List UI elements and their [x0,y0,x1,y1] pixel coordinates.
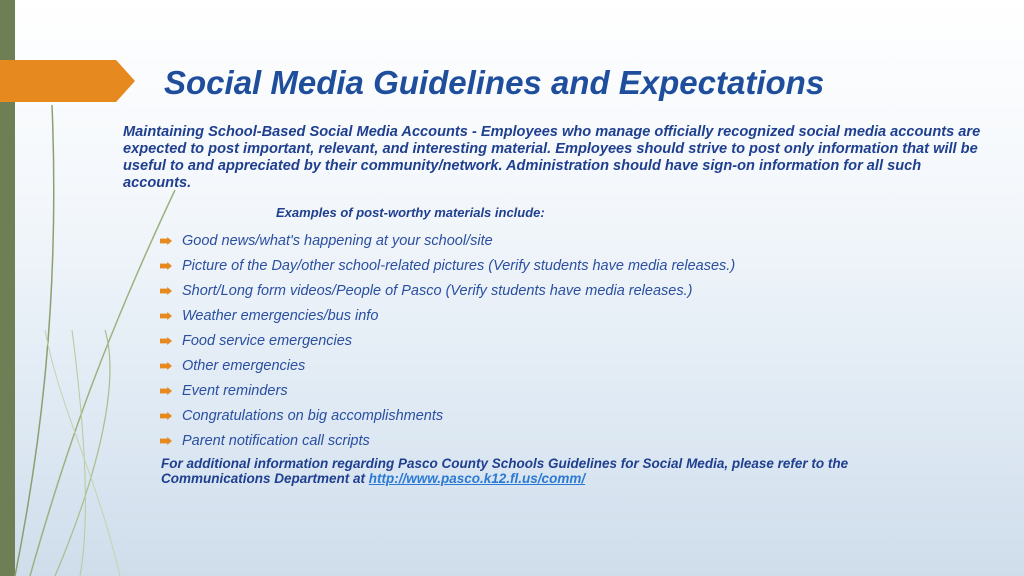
footer-note [161,456,961,486]
arrow-bullet-icon [160,237,172,245]
list-item [160,253,735,278]
list-item-text: Parent notification call scripts [182,432,370,449]
list-item-text: Weather emergencies/bus info [182,307,379,324]
arrow-bullet-icon [160,412,172,420]
arrow-bullet-icon [160,337,172,345]
list-item-text: Food service emergencies [182,332,353,349]
list-item [160,228,735,253]
arrow-bullet-icon [160,387,172,395]
arrow-bullet-icon [160,287,172,295]
list-item-text: Event reminders [182,382,288,399]
list-item [160,303,735,328]
arrow-bullet-icon [160,262,172,270]
footer-text: For additional information regarding Pasco County Schools Guidelines for Social Media, please refer to the Communications Department at [161,456,849,486]
list-item-text: Short/Long form videos/People of Pasco (Verify students have media releases.) [182,282,693,299]
examples-heading: Examples of post-worthy materials include: [276,205,545,220]
arrow-bullet-icon [160,362,172,370]
list-item [160,278,735,303]
list-item-text: Good news/what's happening at your school/site [182,232,493,249]
orange-arrow-accent [0,60,135,102]
arrow-bullet-icon [160,312,172,320]
examples-list [160,228,735,453]
list-item [160,428,735,453]
slide-title: Social Media Guidelines and Expectations [164,64,825,101]
list-item [160,353,735,378]
list-item [160,403,735,428]
arrow-bullet-icon [160,437,172,445]
list-item-text: Other emergencies [182,357,306,374]
list-item-text: Picture of the Day/other school-related pictures (Verify students have media releases.) [182,257,736,274]
list-item-text: Congratulations on big accomplishments [182,407,444,424]
list-item [160,328,735,353]
list-item [160,378,735,403]
communications-link[interactable]: http://www.pasco.k12.fl.us/comm/ [368,471,586,486]
intro-paragraph: Maintaining School-Based Social Media Accounts - Employees who manage officially recognized social media accounts are expected to post important, relevant, and interesting material. Employees should strive to post only information that will be useful to and appreciated by their community/network. Administration should have sign-on information for all such accounts. [123,124,981,191]
